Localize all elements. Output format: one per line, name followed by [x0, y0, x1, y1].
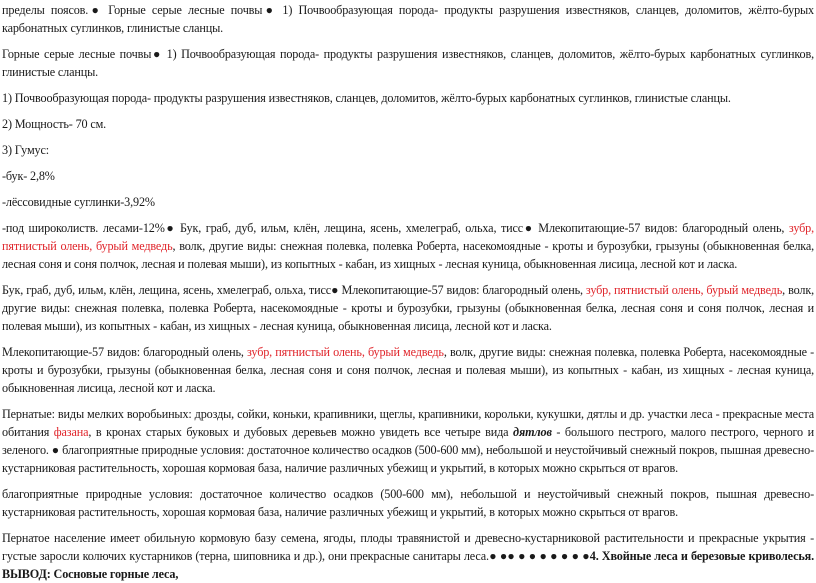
paragraph: [2, 141, 814, 159]
highlighted-text: зубр, пятнистый олень, бурый медведь: [247, 345, 444, 359]
text-segment: Бук, граб, дуб, ильм, клён, лещина, ясень, хмелеграб, ольха, тисс● Млекопитающие-57 видов: благородный олень,: [2, 283, 586, 297]
emphasized-text: 4. Хвойные леса и березовые криволесья. ВЫВОД: Сосновые горные леса,: [2, 549, 814, 581]
highlighted-text: фазана: [53, 425, 89, 439]
paragraph: [2, 1, 814, 37]
paragraph: [2, 193, 814, 211]
text-segment: Горные серые лесные почвы● 1) Почвообразующая порода- продукты разрушения известняков, сланцев, доломитов, жёлто-бурых карбонатных суглинков, глинистые сланцы.: [2, 47, 814, 79]
paragraph: [2, 281, 814, 335]
paragraph: [2, 405, 814, 477]
paragraph: [2, 529, 814, 583]
paragraph: [2, 89, 814, 107]
paragraph: [2, 167, 814, 185]
paragraph: [2, 485, 814, 521]
text-segment: 1) Почвообразующая порода- продукты разрушения известняков, сланцев, доломитов, жёлто-бурых карбонатных суглинков, глинистые сланцы.: [2, 91, 731, 105]
emphasized-text: дятлов: [513, 425, 552, 439]
paragraph: [2, 45, 814, 81]
text-segment: , в кронах старых буковых и дубовых деревьев можно увидеть все четыре вида: [88, 425, 514, 439]
text-segment: Пернатое население имеет обильную кормовую базу семена, ягоды, плоды травянистой и древесно-кустарниковой растительности и прекрасные укрытия - густые заросли колючих кустарников (терна, шиповника и др.), они прекрасные санитары леса.● ●● ● ● ● ● ● ● ●: [2, 531, 814, 563]
highlighted-text: зубр, пятнистый олень, бурый медведь: [2, 221, 814, 253]
paragraph: [2, 219, 814, 273]
text-segment: Пернатые: виды мелких воробьиных: дрозды, сойки, коньки, крапивники, щеглы, крапивники, корольки, кукушки, дятлы и др. участки леса - прекрасные места обитания: [2, 407, 814, 439]
text-segment: - большого пестрого, малого пестрого, черного и зеленого. ● благоприятные природные условия: достаточное количество осадков (500-600 мм), небольшой и неустойчивый снежный покров, пышная древесно-кустарниковая растительность, хорошая кормовая база, наличие различных убежищ и укрытий, в которых можно скрыться от врагов.: [2, 425, 814, 475]
text-segment: , волк, другие виды: снежная полевка, полевка Роберта, насекомоядные - кроты и бурозубки, грызуны (обыкновенная белка, лесная соня и соня полчок, лесная и полевая мыши), из копытных - кабан, из хищных - лесная куница, обыкновенная лисица, лесной кот и ласка.: [2, 283, 814, 333]
highlighted-text: зубр, пятнистый олень, бурый медведь: [585, 283, 783, 297]
text-segment: 2) Мощность- 70 см.: [2, 117, 107, 131]
paragraph: [2, 343, 814, 397]
text-segment: Млекопитающие-57 видов: благородный олень,: [2, 345, 247, 359]
text-segment: -под широколиств. лесами-12%● Бук, граб, дуб, ильм, клён, лещина, ясень, хмелеграб, ольха, тисс● Млекопитающие-57 видов: благородный олень,: [2, 221, 789, 235]
text-segment: , волк, другие виды: снежная полевка, полевка Роберта, насекомоядные - кроты и бурозубки, грызуны (обыкновенная белка, лесная соня и соня полчок, лесная и полевая мыши), из копытных - кабан, из хищных - лесная куница, обыкновенная лисица, лесной кот и ласка.: [2, 345, 814, 395]
paragraph: [2, 115, 814, 133]
text-segment: 3) Гумус:: [2, 143, 49, 157]
text-segment: благоприятные природные условия: достаточное количество осадков (500-600 мм), небольшой и неустойчивый снежный покров, пышная древесно-кустарниковая растительность, хорошая кормовая база, наличие различных убежищ и укрытий, в которых можно скрыться от врагов.: [2, 487, 814, 519]
text-segment: -бук- 2,8%: [2, 169, 55, 183]
text-segment: , волк, другие виды: снежная полевка, полевка Роберта, насекомоядные - кроты и бурозубки, грызуны (обыкновенная белка, лесная соня и соня полчок, лесная и полевая мыши), из копытных - кабан, из хищных - лесная куница, обыкновенная лисица, лесной кот и ласка.: [2, 239, 814, 271]
text-segment: пределы поясов.● Горные серые лесные почвы● 1) Почвообразующая порода- продукты разрушения известняков, сланцев, доломитов, жёлто-бурых карбонатных суглинков, глинистые сланцы.: [2, 3, 814, 35]
text-segment: -лёссовидные суглинки-3,92%: [2, 195, 155, 209]
